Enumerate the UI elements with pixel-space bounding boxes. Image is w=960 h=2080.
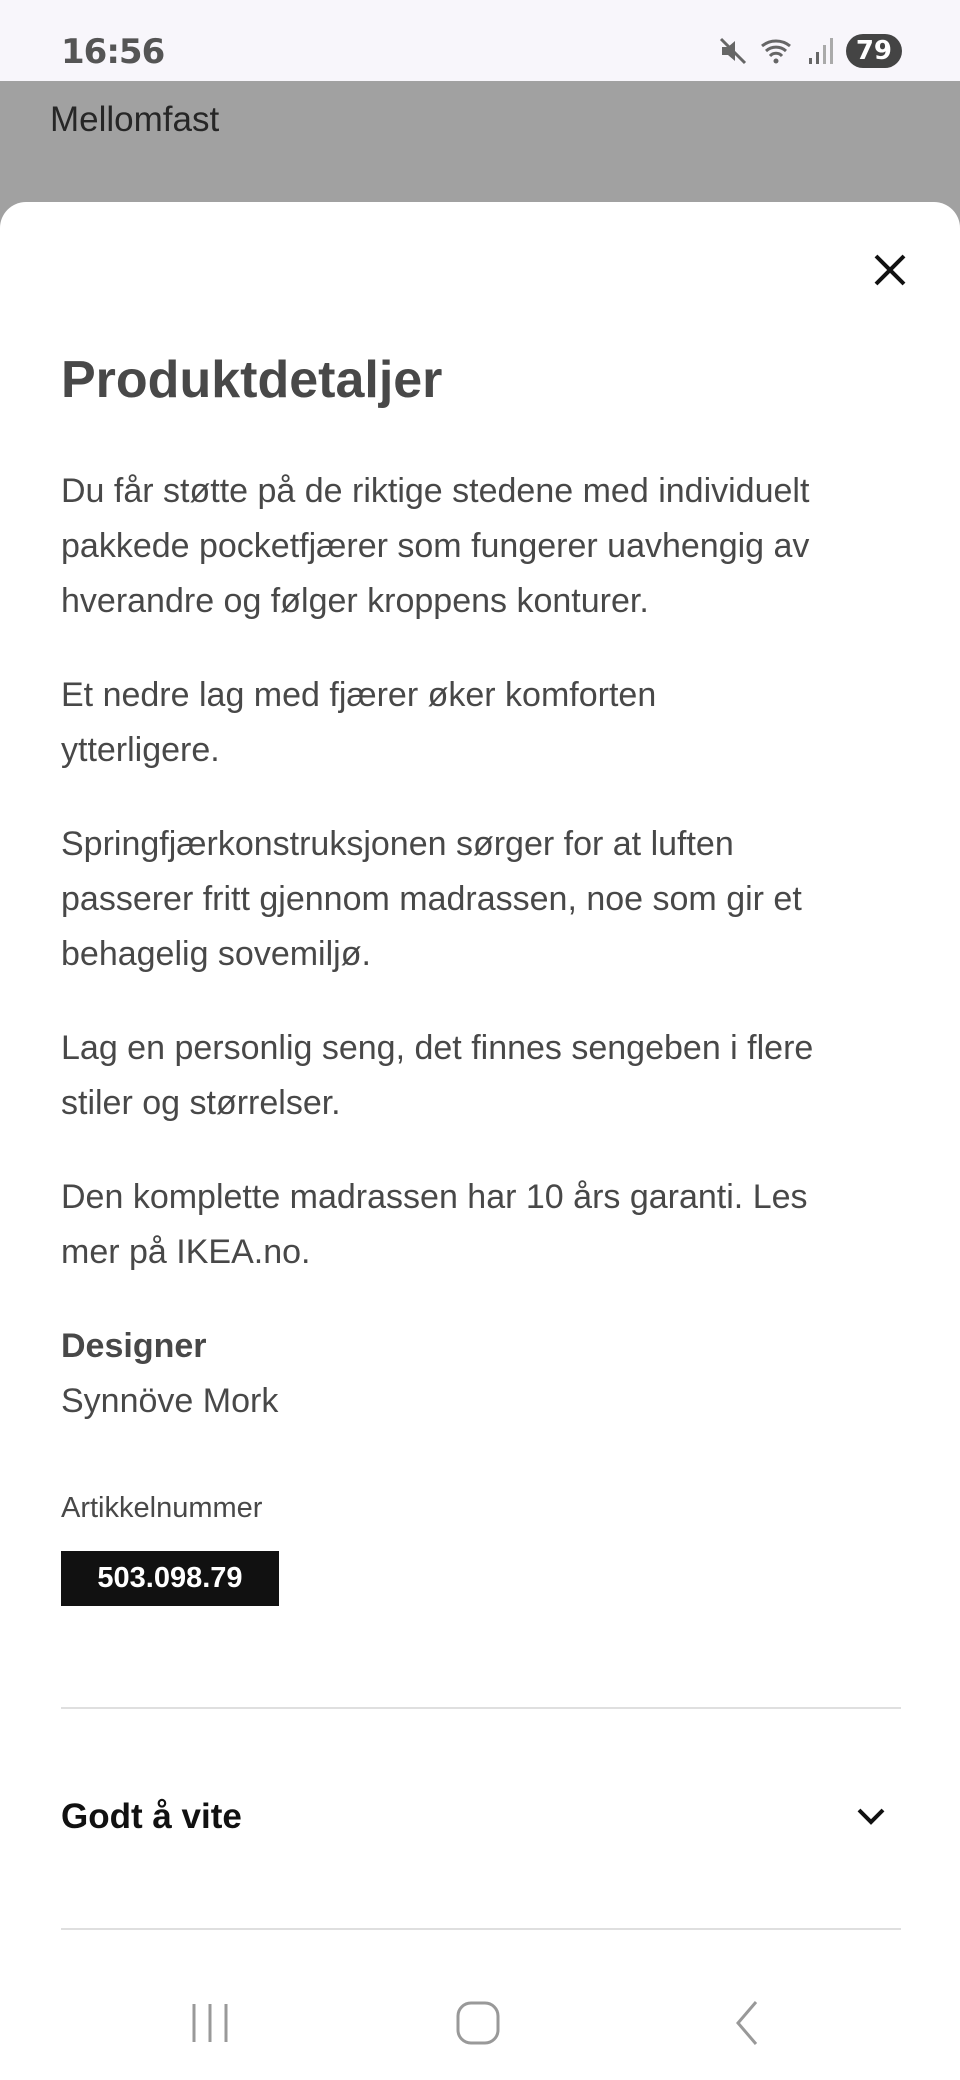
accordion-label: Godt å vite bbox=[61, 1797, 242, 1836]
paragraph-line: Du får støtte på de riktige stedene med individuelt bbox=[61, 472, 810, 510]
description-paragraph bbox=[61, 668, 921, 778]
product-details-sheet bbox=[0, 202, 960, 2080]
recent-apps-button[interactable] bbox=[180, 1998, 240, 2048]
signal-icon bbox=[808, 36, 834, 66]
wifi-icon bbox=[760, 36, 796, 66]
home-icon bbox=[448, 1998, 508, 2048]
recent-apps-icon bbox=[180, 1998, 240, 2048]
divider bbox=[61, 1707, 901, 1709]
paragraph-line: Springfjærkonstruksjonen sørger for at luften bbox=[61, 825, 734, 863]
back-icon bbox=[718, 1998, 778, 2048]
status-bar bbox=[0, 0, 960, 81]
designer-heading: Designer bbox=[61, 1327, 207, 1365]
paragraph-line: Et nedre lag med fjærer øker komforten bbox=[61, 676, 657, 714]
system-nav-bar bbox=[0, 1960, 960, 2080]
paragraph-line: Den komplette madrassen har 10 års garanti. Les bbox=[61, 1178, 808, 1216]
clock: 16:56 bbox=[61, 32, 165, 72]
back-button[interactable] bbox=[718, 1998, 778, 2048]
designer-name: Synnöve Mork bbox=[61, 1382, 279, 1420]
paragraph-line: stiler og størrelser. bbox=[61, 1084, 341, 1122]
paragraph-line: passerer fritt gjennom madrassen, noe som gir et bbox=[61, 880, 802, 918]
paragraph-line: mer på IKEA.no. bbox=[61, 1233, 311, 1271]
firmness-label: Mellomfast bbox=[50, 100, 220, 139]
article-number-label: Artikkelnummer bbox=[61, 1492, 263, 1524]
paragraph-line: Lag en personlig seng, det finnes sengeben i flere bbox=[61, 1029, 814, 1067]
good-to-know-accordion[interactable] bbox=[61, 1772, 901, 1862]
divider bbox=[61, 1928, 901, 1930]
chevron-down-icon bbox=[851, 1797, 891, 1837]
close-icon bbox=[868, 248, 912, 292]
paragraph-line: pakkede pocketfjærer som fungerer uavhengig av bbox=[61, 527, 810, 565]
description-paragraph bbox=[61, 464, 921, 629]
page-title: Produktdetaljer bbox=[61, 351, 443, 409]
article-number-badge: 503.098.79 bbox=[61, 1551, 279, 1606]
battery-indicator: 79 bbox=[846, 34, 902, 68]
description-paragraph bbox=[61, 817, 921, 982]
home-button[interactable] bbox=[448, 1998, 508, 2048]
description-paragraph bbox=[61, 1170, 921, 1280]
paragraph-line: ytterligere. bbox=[61, 731, 220, 769]
description-paragraph bbox=[61, 1021, 921, 1131]
description bbox=[61, 464, 921, 1429]
close-button[interactable] bbox=[868, 248, 912, 292]
mute-icon bbox=[718, 36, 748, 66]
paragraph-line: behagelig sovemiljø. bbox=[61, 935, 371, 973]
paragraph-line: hverandre og følger kroppens konturer. bbox=[61, 582, 649, 620]
